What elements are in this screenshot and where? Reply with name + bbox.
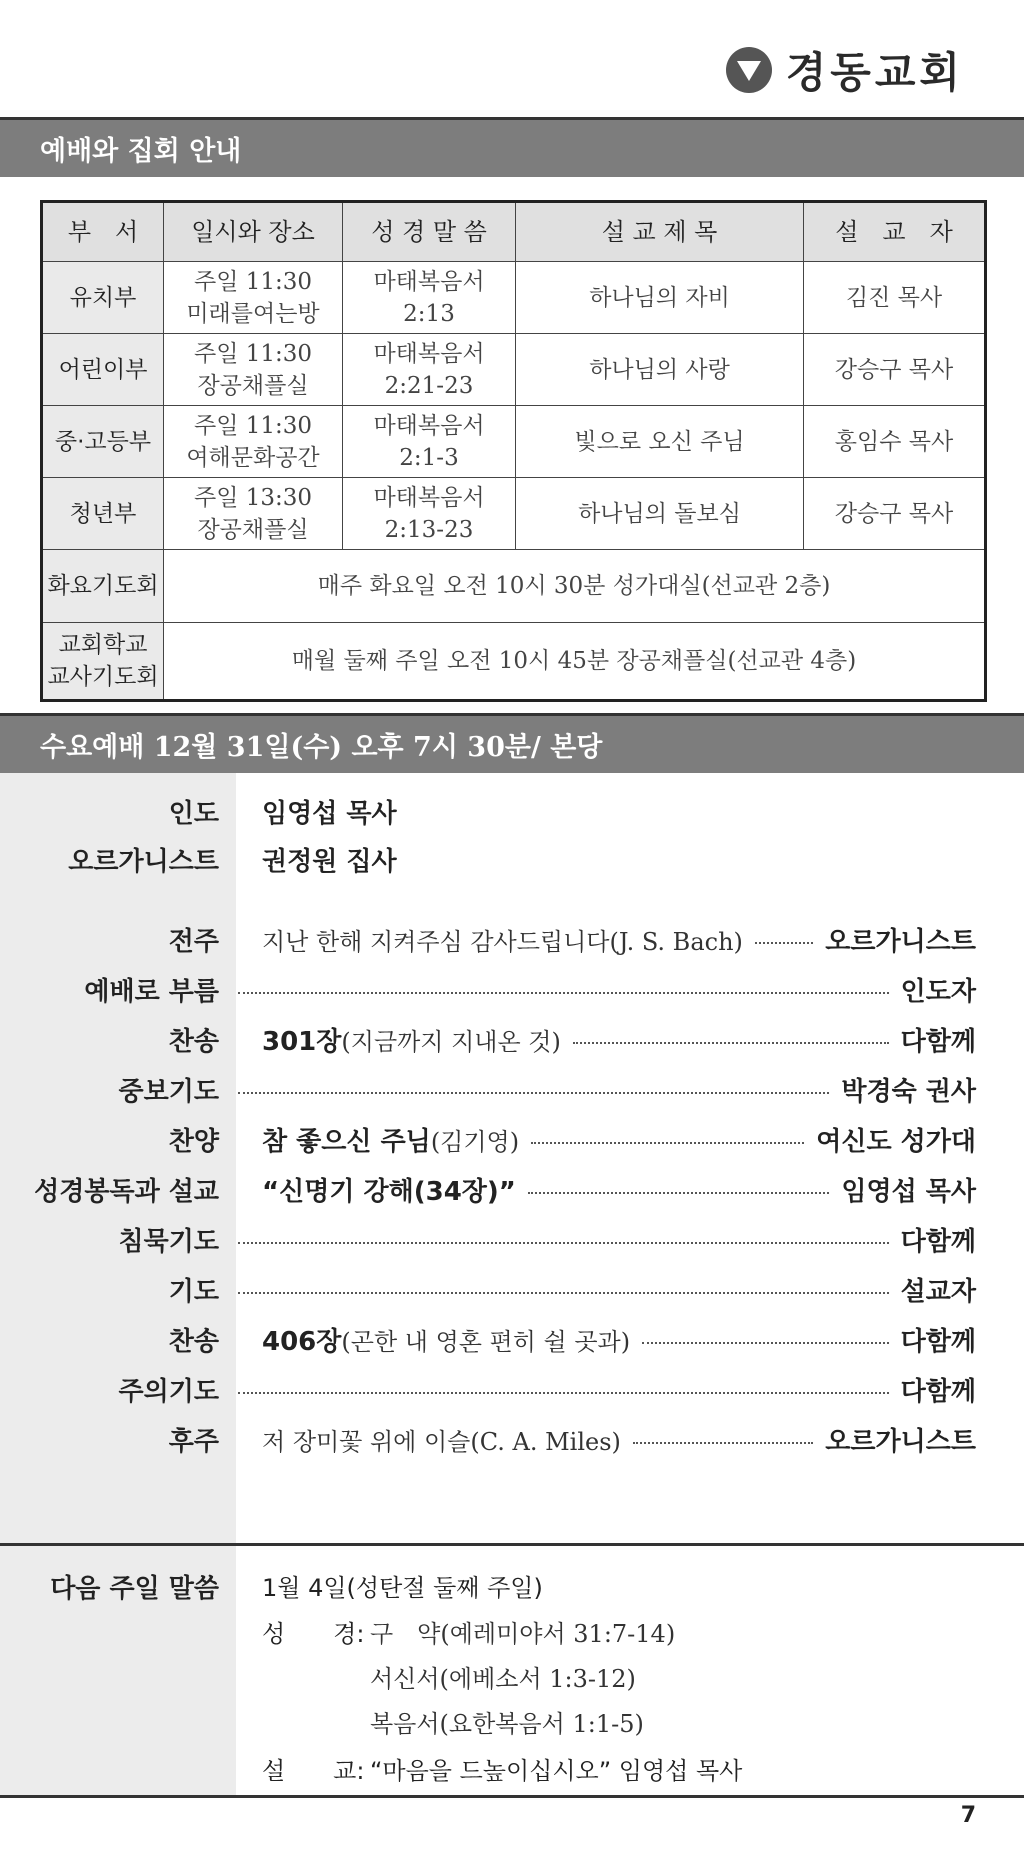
scripture-epistle: 서신서(에베소서 1:3-12)	[370, 1665, 636, 1693]
order-performer: 다함께	[900, 1327, 976, 1357]
order-item: 참 좋으신 주님(김기영) 여신도 성가대	[236, 1121, 976, 1158]
organist-label: 오르가니스트	[68, 847, 219, 877]
dept-cell: 교회학교 교사기도회	[42, 623, 164, 701]
sermon-label: 설 교:	[262, 1757, 365, 1785]
order-item: “신명기 강해(34장)” 임영섭 목사	[236, 1171, 976, 1208]
col-preacher: 설 교 자	[804, 202, 986, 262]
order-performer: 임영섭 목사	[841, 1177, 976, 1207]
time-cell: 주일 13:30 장공채플실	[164, 478, 343, 550]
time-cell: 주일 11:30 미래를여는방	[164, 262, 343, 334]
next-week-section	[0, 1543, 1024, 1798]
order-label: 찬송	[168, 1027, 219, 1057]
order-label: 주의기도	[118, 1377, 219, 1407]
section-header-wednesday: 수요예배 12월 31일(수) 오후 7시 30분/ 본당	[0, 713, 1024, 773]
table-row	[42, 550, 986, 623]
table-row	[42, 478, 986, 550]
table-row	[42, 623, 986, 701]
section-header-services: 예배와 집회 안내	[0, 117, 1024, 177]
order-label: 성경봉독과 설교	[34, 1177, 219, 1207]
order-performer: 오르가니스트	[825, 927, 976, 957]
dept-cell: 화요기도회	[42, 550, 164, 623]
sermon-title-cell: 하나님의 돌보심	[516, 478, 804, 550]
sermon-title-cell: 하나님의 사랑	[516, 334, 804, 406]
order-label: 침묵기도	[118, 1227, 219, 1257]
order-item	[236, 1371, 976, 1408]
time-cell: 주일 11:30 여해문화공간	[164, 406, 343, 478]
preacher-cell: 강승구 목사	[804, 478, 986, 550]
leader-name: 임영섭 목사	[262, 799, 397, 829]
leader-label: 인도	[168, 799, 219, 829]
page-number: 7	[960, 1803, 976, 1828]
order-of-worship	[0, 773, 1024, 1543]
order-item: 저 장미꽃 위에 이슬(C. A. Miles) 오르가니스트	[236, 1421, 976, 1458]
organist-name: 권정원 집사	[262, 847, 397, 877]
scripture-ot: 구 약(예레미야서 31:7-14)	[370, 1620, 676, 1648]
preacher-cell: 홍임수 목사	[804, 406, 986, 478]
order-label: 기도	[168, 1277, 219, 1307]
scripture-cell: 마태복음서 2:1-3	[343, 406, 516, 478]
order-label: 예배로 부름	[84, 977, 219, 1007]
time-cell: 주일 11:30 장공채플실	[164, 334, 343, 406]
col-dept: 부 서	[42, 202, 164, 262]
order-label: 중보기도	[118, 1077, 219, 1107]
preacher-cell: 김진 목사	[804, 262, 986, 334]
scripture-cell: 마태복음서 2:13	[343, 262, 516, 334]
table-header-row	[42, 202, 986, 262]
order-label: 전주	[168, 927, 219, 957]
scripture-label: 성 경:	[262, 1620, 365, 1648]
meeting-desc-cell: 매월 둘째 주일 오전 10시 45분 장공채플실(선교관 4층)	[164, 623, 986, 701]
order-label: 찬양	[168, 1127, 219, 1157]
dept-cell: 유치부	[42, 262, 164, 334]
footer-rule	[0, 1795, 1024, 1798]
dept-cell: 어린이부	[42, 334, 164, 406]
dept-cell: 중·고등부	[42, 406, 164, 478]
col-scripture: 성 경 말 씀	[343, 202, 516, 262]
dept-cell: 청년부	[42, 478, 164, 550]
order-item	[236, 1221, 976, 1258]
order-item: 301장(지금까지 지내온 것) 다함께	[236, 1021, 976, 1058]
scripture-cell: 마태복음서 2:13-23	[343, 478, 516, 550]
table-row	[42, 334, 986, 406]
order-performer: 박경숙 권사	[841, 1077, 976, 1107]
meeting-desc-cell: 매주 화요일 오전 10시 30분 성가대실(선교관 2층)	[164, 550, 986, 623]
sermon-title-cell: 하나님의 자비	[516, 262, 804, 334]
church-name: 경동교회	[785, 48, 964, 97]
order-item	[236, 971, 976, 1008]
order-performer: 다함께	[900, 1227, 976, 1257]
order-performer: 설교자	[900, 1277, 976, 1307]
church-emblem-icon	[726, 47, 772, 93]
sermon-title-cell: 빛으로 오신 주님	[516, 406, 804, 478]
order-item: 지난 한해 지켜주심 감사드립니다(J. S. Bach) 오르가니스트	[236, 921, 976, 958]
order-performer: 오르가니스트	[825, 1427, 976, 1457]
order-performer: 다함께	[900, 1027, 976, 1057]
table-row	[42, 262, 986, 334]
col-time: 일시와 장소	[164, 202, 343, 262]
col-sermon-title: 설 교 제 목	[516, 202, 804, 262]
table-row	[42, 406, 986, 478]
order-label: 찬송	[168, 1327, 219, 1357]
scripture-gospel: 복음서(요한복음서 1:1-5)	[370, 1710, 644, 1738]
order-label: 후주	[168, 1427, 219, 1457]
order-item	[236, 1271, 976, 1308]
order-performer: 다함께	[900, 1377, 976, 1407]
sermon-title: “마음을 드높이십시오” 임영섭 목사	[370, 1757, 743, 1785]
schedule-table	[40, 200, 987, 702]
order-item: 406장(곤한 내 영혼 편히 쉴 곳과) 다함께	[236, 1321, 976, 1358]
preacher-cell: 강승구 목사	[804, 334, 986, 406]
next-week-label: 다음 주일 말씀	[50, 1574, 219, 1604]
church-logo	[726, 40, 964, 100]
order-performer: 인도자	[900, 977, 976, 1007]
next-week-date: 1월 4일(성탄절 둘째 주일)	[262, 1574, 543, 1602]
scripture-cell: 마태복음서 2:21-23	[343, 334, 516, 406]
order-performer: 여신도 성가대	[816, 1127, 976, 1157]
order-item	[236, 1071, 976, 1108]
